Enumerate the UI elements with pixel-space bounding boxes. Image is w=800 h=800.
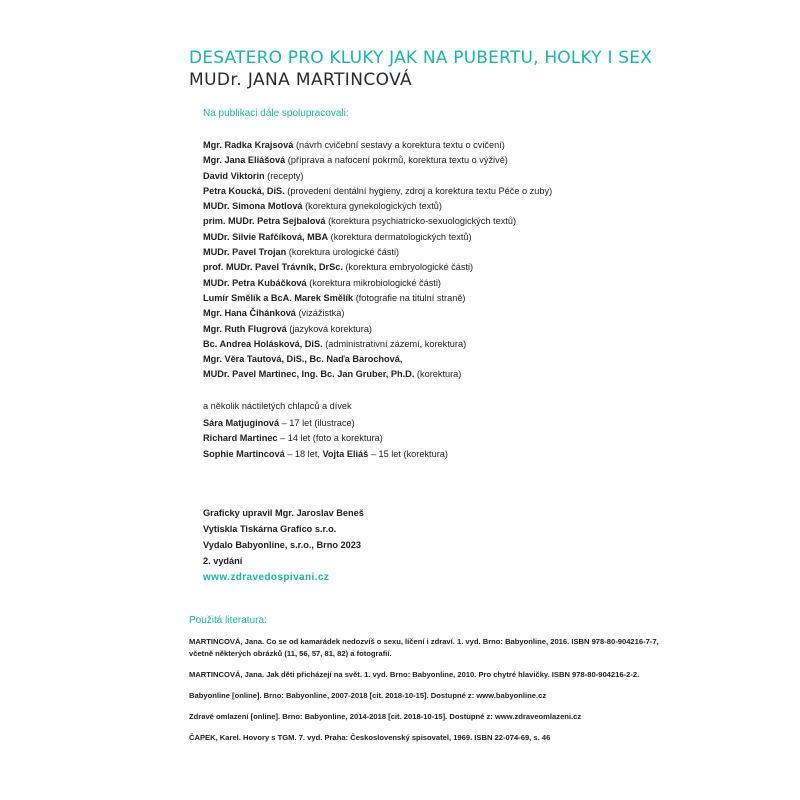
list-item [203, 337, 552, 352]
list-item [203, 291, 552, 306]
list-item [203, 138, 552, 153]
list-item [203, 306, 552, 321]
contributor-name: MUDr. Petra Kubáčková [203, 277, 307, 288]
contributor-name: MUDr. Simona Motlová [203, 201, 303, 212]
contributor-name: MUDr. Pavel Trojan [203, 247, 287, 258]
contributor-role: (korektura) [414, 369, 462, 380]
teen-role: – 17 let (ilustrace) [279, 418, 355, 428]
teen-name: Richard Martinec [203, 433, 278, 444]
contributor-name: Lumír Smělík a BcA. Marek Smělík [203, 292, 354, 303]
teen-name: Vojta Eliáš [322, 448, 369, 459]
colophon-graphics: Graficky upravil Mgr. Jaroslav Beneš [203, 508, 364, 518]
literature-ref: Babyonline [online]. Brno: Babyonline, 2007-2018 [cit. 2018-10-15]. Dostupné z: www.babyonline.cz [189, 691, 547, 700]
contributor-role: (recepty) [264, 170, 304, 181]
book-author: MUDr. JANA MARTINCOVÁ [189, 70, 413, 90]
teen-role: – 15 let (korektura) [368, 448, 448, 459]
contributor-role: (vizážistka) [295, 308, 345, 319]
contributor-role: (provedení dentální hygieny, zdroj a korektura textu Péče o zuby) [284, 185, 553, 196]
list-item [203, 367, 552, 382]
list-item [203, 169, 552, 184]
contributor-role: (administrativní zázemí, korektura) [322, 338, 467, 349]
contributor-name: prof. MUDr. Pavel Trávník, DrSc. [203, 262, 343, 273]
literature-heading: Použitá literatura: [189, 615, 267, 626]
list-item [203, 322, 552, 337]
collaborators-list [203, 138, 552, 383]
contributor-name: Mgr. Hana Čihánková [203, 308, 296, 319]
contributor-role: (korektura dermatologických textů) [328, 231, 472, 242]
literature-ref: MARTINCOVÁ, Jana. Co se od kamarádek nedozvíš o sexu, líčení i zdraví. 1. vyd. Brno: Babyonline, 2016. ISBN 978-80-904216-7-7, včetně některých obrázků (11, 56, 57, 81, 82) a fotografií. [189, 637, 659, 658]
list-item [203, 214, 552, 229]
contributor-name: Mgr. Věra Tautová, DiS., Bc. Naďa Barochová, [203, 354, 403, 365]
list-item [203, 230, 552, 245]
contributor-role: (korektura mikrobiologické části) [306, 277, 441, 288]
literature-ref: MARTINCOVÁ, Jana. Jak děti přicházejí na svět. 1. vyd. Brno: Babyonline, 2010. Pro chytré hlavičky. ISBN 978-80-904216-2-2. [189, 670, 640, 679]
contributor-role: (korektura embryologické části) [342, 262, 474, 273]
contributor-name: David Viktorin [203, 170, 265, 181]
contributor-name: prim. MUDr. Petra Sejbalová [203, 216, 326, 227]
colophon-printer: Vytiskla Tiskárna Grafico s.r.o. [203, 524, 337, 534]
contributor-role: (fotografie na titulní straně) [353, 292, 466, 303]
contributor-name: MUDr. Pavel Martinec, Ing. Bc. Jan Gruber, Ph.D. [203, 369, 415, 380]
list-item [203, 260, 552, 275]
contributor-name: Bc. Andrea Holásková, DiS. [203, 338, 323, 349]
literature-list [189, 636, 659, 753]
list-item [203, 199, 552, 214]
contributor-role: (příprava a nafocení pokrmů, korektura textu o výživě) [285, 155, 508, 166]
colophon [203, 505, 364, 586]
list-item [203, 352, 552, 367]
colophon-publisher: Vydalo Babyonline, s.r.o., Brno 2023 [203, 540, 361, 550]
contributor-name: MUDr. Silvie Rafčíková, MBA [203, 231, 329, 242]
contributor-role: (korektura gynekologických textů) [302, 201, 442, 212]
list-item [203, 416, 448, 431]
teens-list [203, 416, 448, 462]
contributor-role: (korektura psychiatricko-sexuologických textů) [325, 216, 517, 227]
list-item [203, 153, 552, 168]
teen-role: – 14 let (foto a korektura) [277, 433, 383, 444]
list-item [203, 447, 448, 462]
contributor-role: (návrh cvičební sestavy a korektura textu o cvičení) [293, 140, 505, 150]
list-item [203, 245, 552, 260]
teen-name: Sophie Martincová [203, 448, 285, 459]
contributor-name: Mgr. Jana Eliášová [203, 155, 286, 166]
literature-ref: ČAPEK, Karel. Hovory s TGM. 7. vyd. Praha: Československý spisovatel, 1969. ISBN 22-074-69, s. 46 [189, 733, 551, 742]
teen-name: Sára Matjuginová [203, 418, 280, 428]
colophon-edition: 2. vydání [203, 556, 243, 566]
list-item [203, 184, 552, 199]
collaborators-heading: Na publikaci dále spolupracovali: [203, 108, 349, 119]
book-title: DESATERO PRO KLUKY JAK NA PUBERTU, HOLKY I SEX [189, 48, 653, 68]
contributor-role: (korektura urologické části) [286, 247, 400, 258]
teen-role: – 18 let, [284, 448, 323, 459]
contributor-role: (jazyková korektura) [286, 323, 372, 334]
teens-intro: a několik náctiletých chlapců a dívek [203, 401, 352, 411]
website-link[interactable]: www.zdravedospivani.cz [203, 572, 330, 583]
list-item [203, 431, 448, 446]
contributor-name: Mgr. Ruth Flugrová [203, 323, 287, 334]
contributor-name: Mgr. Radka Krajsová [203, 140, 294, 150]
literature-ref: Zdravé omlazení [online]. Brno: Babyonline, 2014-2018 [cit. 2018-10-15]. Dostupné z: www.zdraveomlazeni.cz [189, 712, 582, 721]
list-item [203, 276, 552, 291]
contributor-name: Petra Koucká, DiS. [203, 185, 285, 196]
